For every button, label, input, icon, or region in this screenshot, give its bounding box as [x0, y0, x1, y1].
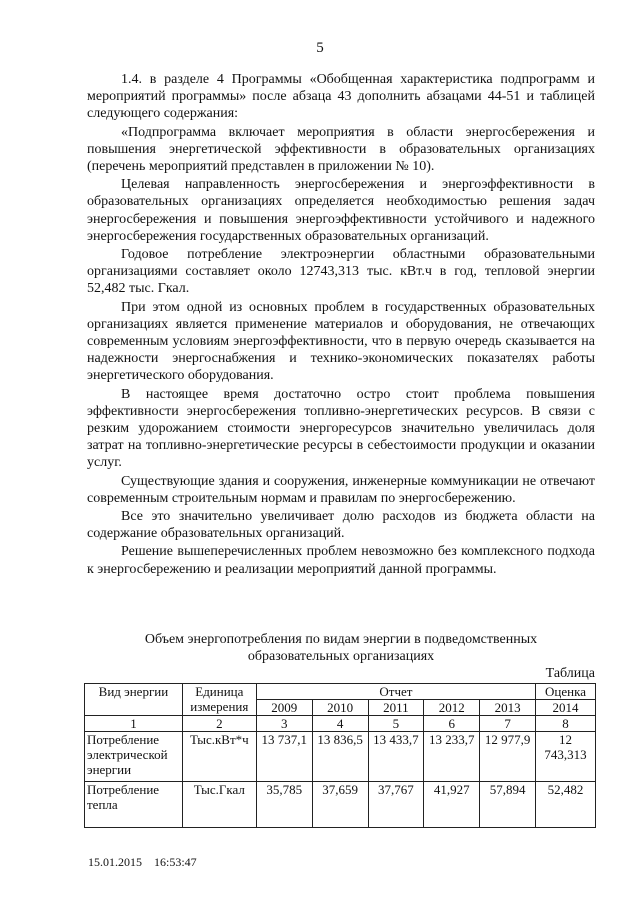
table-title [87, 631, 595, 665]
row-value: 13 836,5 [312, 732, 368, 782]
row-value: 12 977,9 [480, 732, 536, 782]
col-number: 3 [256, 716, 312, 732]
footer-date: 15.01.2015 [88, 855, 142, 869]
header-year: 2010 [312, 700, 368, 716]
row-value: 37,767 [368, 782, 424, 828]
header-unit: Единица измерения [182, 684, 256, 716]
page-number: 5 [316, 40, 324, 56]
table-label: Таблица [545, 666, 595, 681]
table-colnum-row [85, 716, 596, 732]
paragraph: При этом одной из основных проблем в государственных образовательных организациях является применение материалов и оборудования, не отвечающих современным условиям энергоэффективности, что в первую очередь сказывается на надежности энергоснабжения и технико-экономических показателях работы энергетического оборудования. [87, 299, 595, 384]
table-row [85, 782, 596, 828]
row-value: 13 433,7 [368, 732, 424, 782]
col-number: 2 [182, 716, 256, 732]
col-number: 7 [480, 716, 536, 732]
paragraph: Решение вышеперечисленных проблем невозможно без комплексного подхода к энергосбережению и реализации мероприятий данной программы. [87, 544, 595, 577]
row-value: 13 233,7 [424, 732, 480, 782]
header-year: 2009 [256, 700, 312, 716]
table-row [85, 732, 596, 782]
row-unit: Тыс.кВт*ч [182, 732, 256, 782]
col-number: 6 [424, 716, 480, 732]
paragraph: Годовое потребление электроэнергии областными образовательными организациями составляет около 12743,313 тыс. кВт.ч в год, тепловой энергии 52,482 тыс. Гкал. [87, 247, 595, 297]
header-kind: Вид энергии [85, 684, 183, 716]
col-number: 4 [312, 716, 368, 732]
energy-table [84, 683, 596, 828]
col-number: 5 [368, 716, 424, 732]
row-value: 35,785 [256, 782, 312, 828]
paragraph: Все это значительно увеличивает долю расходов из бюджета области на содержание образовательных организаций. [87, 509, 595, 542]
paragraph: «Подпрограмма включает мероприятия в области энергосбережения и повышения энергетической эффективности в образовательных организациях (перечень мероприятий представлен в приложении № 10). [87, 124, 595, 175]
footer-timestamp [88, 855, 197, 870]
col-number: 1 [85, 716, 183, 732]
table-header-row [85, 684, 596, 700]
header-estimate: Оценка [536, 684, 596, 700]
header-report: Отчет [256, 684, 535, 700]
row-value: 41,927 [424, 782, 480, 828]
document-body [87, 71, 595, 578]
header-year: 2012 [424, 700, 480, 716]
paragraph: Целевая направленность энергосбережения и энергоэффективности в образовательных организациях определяется необходимостью решения задач энергосбережения и повышения энергоэффективности устойчивого и надежного энергосбережения государственных образовательных организаций. [87, 177, 595, 244]
row-unit: Тыс.Гкал [182, 782, 256, 828]
row-value: 13 737,1 [256, 732, 312, 782]
footer-time: 16:53:47 [154, 855, 197, 869]
table-title-line: Объем энергопотребления по видам энергии в подведомственных [144, 632, 538, 647]
table-title-line: образовательных организациях [247, 649, 435, 664]
row-value: 12 743,313 [536, 732, 596, 782]
row-kind: Потребление электрической энергии [85, 732, 183, 782]
header-year: 2013 [480, 700, 536, 716]
paragraph: Существующие здания и сооружения, инженерные коммуникации не отвечают современным строительным нормам и правилам по энергосбережению. [87, 473, 595, 506]
paragraph: В настоящее время достаточно остро стоит проблема повышения эффективности энергосбережения топливно-энергетических ресурсов. В связи с резким удорожанием стоимости энергоресурсов значительно увеличилась доля затрат на топливно-энергетические ресурсы в себестоимости продукции и оказании услуг. [87, 386, 595, 471]
paragraph: 1.4. в разделе 4 Программы «Обобщенная характеристика подпрограмм и мероприятий программы» после абзаца 43 дополнить абзацами 44-51 и таблицей следующего содержания: [87, 72, 595, 122]
row-value: 52,482 [536, 782, 596, 828]
col-number: 8 [536, 716, 596, 732]
header-year: 2014 [536, 700, 596, 716]
row-value: 57,894 [480, 782, 536, 828]
header-year: 2011 [368, 700, 424, 716]
row-value: 37,659 [312, 782, 368, 828]
row-kind: Потребление тепла [85, 782, 183, 828]
